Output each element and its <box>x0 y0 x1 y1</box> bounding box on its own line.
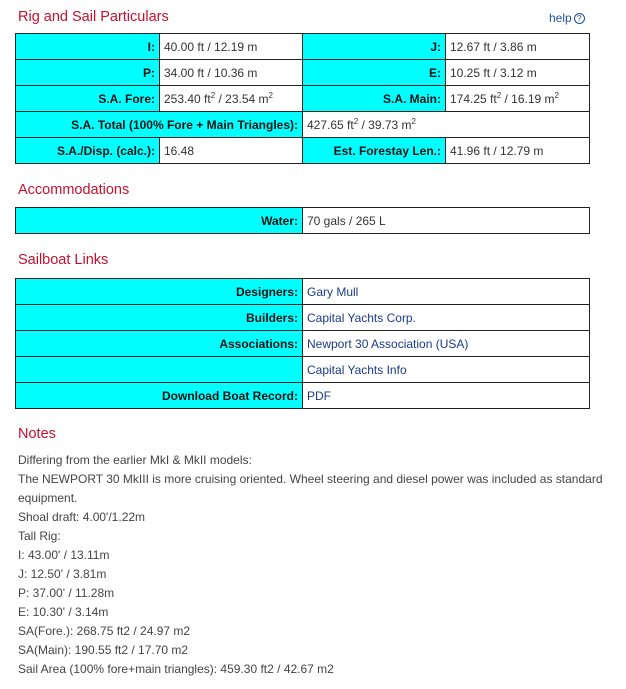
links-table <box>15 278 590 409</box>
notes-line: SA(Fore.): 268.75 ft2 / 24.97 m2 <box>18 624 191 638</box>
pdf-download-link[interactable]: PDF <box>307 388 331 403</box>
accommodations-table <box>15 207 590 234</box>
info-label <box>16 357 303 383</box>
rig-row-p-e <box>16 60 590 86</box>
association-link[interactable]: Newport 30 Association (USA) <box>307 336 469 351</box>
e-value: 10.25 ft / 3.12 m <box>446 60 590 86</box>
capital-yachts-info-link[interactable]: Capital Yachts Info <box>307 362 407 377</box>
rig-row-i-j <box>16 34 590 60</box>
rig-table <box>15 33 590 164</box>
j-label: J: <box>303 34 446 60</box>
p-label: P: <box>16 60 160 86</box>
sa-total-value: 427.65 $ft^2 / 39.73$ $m^2$ <box>303 112 590 138</box>
question-circle-icon: ? <box>574 13 585 24</box>
i-label: I: <box>16 34 160 60</box>
notes-line: E: 10.30' / 3.14m <box>18 605 109 619</box>
notes-line: Shoal draft: 4.00'/1.22m <box>18 510 146 524</box>
designer-link[interactable]: Gary Mull <box>307 284 359 299</box>
notes-line: J: 12.50' / 3.81m <box>18 567 107 581</box>
info-value <box>303 357 590 383</box>
links-section-title: Sailboat Links <box>18 252 109 268</box>
e-label: E: <box>303 60 446 86</box>
associations-row <box>16 331 590 357</box>
i-value: 40.00 ft / 12.19 m <box>160 34 303 60</box>
builders-label: Builders: <box>16 305 303 331</box>
notes-line: SA(Main): 190.55 ft2 / 17.70 m2 <box>18 643 189 657</box>
notes-body <box>18 451 608 679</box>
sa-disp-label: S.A./Disp. (calc.): <box>16 138 160 164</box>
notes-line: P: 37.00' / 11.28m <box>18 586 115 600</box>
builders-value <box>303 305 590 331</box>
rig-row-sail-area <box>16 86 590 112</box>
notes-line: I: 43.00' / 13.11m <box>18 548 110 562</box>
download-value <box>303 383 590 409</box>
designers-value <box>303 279 590 305</box>
help-link[interactable] <box>549 11 585 25</box>
designers-row <box>16 279 590 305</box>
rig-row-disp-forestay <box>16 138 590 164</box>
notes-line: Tall Rig: <box>18 529 61 543</box>
builder-link[interactable]: Capital Yachts Corp. <box>307 310 416 325</box>
download-label: Download Boat Record: <box>16 383 303 409</box>
info-row <box>16 357 590 383</box>
sa-total-label: S.A. Total (100% Fore + Main Triangles): <box>16 112 303 138</box>
notes-line: Sail Area (100% fore+main triangles): 459.30 ft2 / 42.67 m2 <box>18 662 334 676</box>
notes-line: Differing from the earlier MkI & MkII models: <box>18 453 252 467</box>
associations-label: Associations: <box>16 331 303 357</box>
sa-main-value: 174.25 $ft^2 / 16.19$ $m^2$ <box>446 86 590 112</box>
j-value: 12.67 ft / 3.86 m <box>446 34 590 60</box>
designers-label: Designers: <box>16 279 303 305</box>
p-value: 34.00 ft / 10.36 m <box>160 60 303 86</box>
sa-fore-label: S.A. Fore: <box>16 86 160 112</box>
rig-row-sa-total <box>16 112 590 138</box>
water-row <box>16 208 590 234</box>
builders-row <box>16 305 590 331</box>
notes-line: The NEWPORT 30 MkIII is more cruising oriented. Wheel steering and diesel power was included as standard equipment. <box>18 472 603 505</box>
sa-main-label: S.A. Main: <box>303 86 446 112</box>
rig-section-title: Rig and Sail Particulars <box>18 9 169 25</box>
water-label: Water: <box>16 208 303 234</box>
associations-value <box>303 331 590 357</box>
notes-section-title: Notes <box>18 426 56 442</box>
download-row <box>16 383 590 409</box>
sa-disp-value: 16.48 <box>160 138 303 164</box>
water-value: 70 gals / 265 L <box>303 208 590 234</box>
forestay-label: Est. Forestay Len.: <box>303 138 446 164</box>
sa-fore-value: 253.40 $ft^2 / 23.54$ $m^2$ <box>160 86 303 112</box>
accommodations-section-title: Accommodations <box>18 182 130 198</box>
help-label: help <box>549 11 572 25</box>
forestay-value: 41.96 ft / 12.79 m <box>446 138 590 164</box>
